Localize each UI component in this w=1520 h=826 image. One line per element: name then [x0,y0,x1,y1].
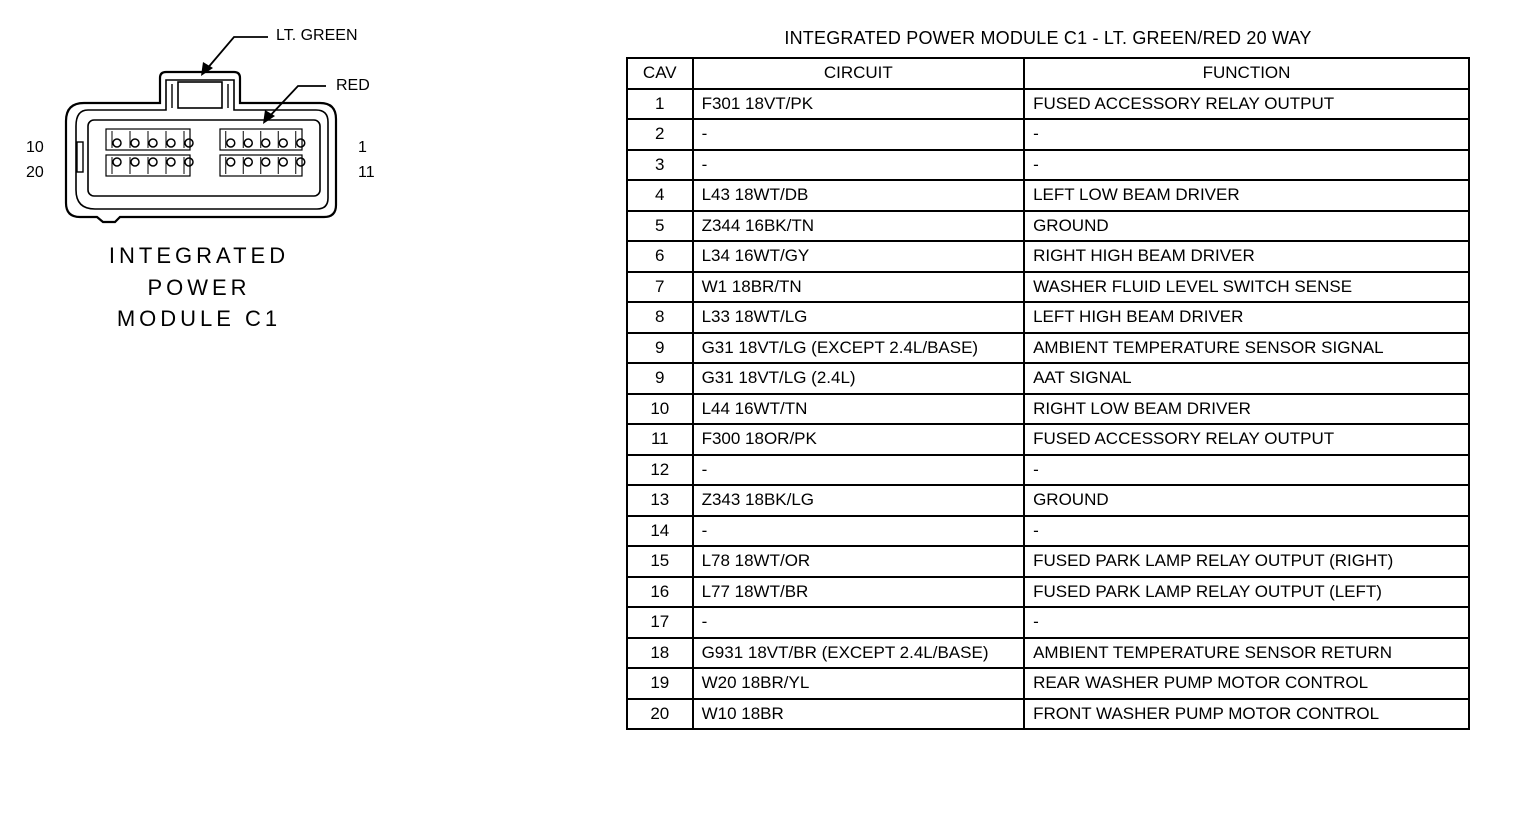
circuit-cell: L44 16WT/TN [693,394,1025,425]
connector-side-tab [77,142,83,172]
pin-terminal [149,139,157,147]
circuit-cell: - [693,455,1025,486]
function-cell: LEFT HIGH BEAM DRIVER [1024,302,1469,333]
cav-cell: 4 [627,180,693,211]
circuit-cell: - [693,516,1025,547]
cav-cell: 9 [627,333,693,364]
connector-name-line-3: MODULE C1 [116,306,282,331]
pin-terminal [149,158,157,166]
function-cell: RIGHT LOW BEAM DRIVER [1024,394,1469,425]
table-row [627,546,1469,577]
pin-terminal [227,158,235,166]
cav-cell: 1 [627,89,693,120]
table-row [627,211,1469,242]
circuit-cell: Z343 18BK/LG [693,485,1025,516]
cav-cell: 10 [627,394,693,425]
pin-array [106,129,305,176]
pin-label-10: 10 [26,139,44,156]
pin-label-11: 11 [358,164,375,181]
pin-label-1: 1 [358,139,367,156]
circuit-cell: G931 18VT/BR (EXCEPT 2.4L/BASE) [693,638,1025,669]
function-cell: - [1024,455,1469,486]
lt-green-leader-line [206,37,268,70]
table-row [627,119,1469,150]
cav-cell: 5 [627,211,693,242]
circuit-cell: L78 18WT/OR [693,546,1025,577]
pin-terminal [113,158,121,166]
cav-cell: 19 [627,668,693,699]
pin-terminal [262,158,270,166]
function-cell: - [1024,150,1469,181]
table-row [627,150,1469,181]
pin-terminal [131,139,139,147]
pin-terminal [113,139,121,147]
function-cell: FUSED PARK LAMP RELAY OUTPUT (LEFT) [1024,577,1469,608]
circuit-cell: - [693,150,1025,181]
connector-name-line-1: INTEGRATED [108,243,290,268]
pin-label-20: 20 [26,164,44,181]
connector-latch [178,82,222,108]
function-cell: RIGHT HIGH BEAM DRIVER [1024,241,1469,272]
circuit-cell: L43 18WT/DB [693,180,1025,211]
cav-cell: 2 [627,119,693,150]
circuit-cell: F300 18OR/PK [693,424,1025,455]
pin-terminal [244,139,252,147]
circuit-cell: - [693,607,1025,638]
red-label: RED [336,77,370,94]
table-row [627,668,1469,699]
table-row [627,241,1469,272]
function-cell: - [1024,607,1469,638]
header-function: FUNCTION [1024,58,1469,89]
circuit-cell: L33 18WT/LG [693,302,1025,333]
circuit-cell: W20 18BR/YL [693,668,1025,699]
pin-terminal [185,139,193,147]
pin-block [220,155,305,176]
cav-cell: 3 [627,150,693,181]
circuit-cell: W1 18BR/TN [693,272,1025,303]
pin-terminal [262,139,270,147]
function-cell: GROUND [1024,485,1469,516]
table-row [627,455,1469,486]
pin-terminal [167,158,175,166]
table-row [627,577,1469,608]
table-row [627,333,1469,364]
function-cell: AMBIENT TEMPERATURE SENSOR SIGNAL [1024,333,1469,364]
table-row [627,516,1469,547]
cav-cell: 15 [627,546,693,577]
pin-terminal [227,139,235,147]
circuit-cell: G31 18VT/LG (2.4L) [693,363,1025,394]
circuit-cell: - [693,119,1025,150]
pinout-table [626,57,1470,730]
circuit-cell: L34 16WT/GY [693,241,1025,272]
pin-terminal [244,158,252,166]
pin-block [106,155,193,176]
lt-green-label: LT. GREEN [276,27,358,44]
cav-cell: 7 [627,272,693,303]
pin-terminal [279,139,287,147]
pin-block [220,129,305,150]
table-row [627,394,1469,425]
circuit-cell: G31 18VT/LG (EXCEPT 2.4L/BASE) [693,333,1025,364]
circuit-cell: L77 18WT/BR [693,577,1025,608]
header-circuit: CIRCUIT [693,58,1025,89]
pin-terminal [185,158,193,166]
circuit-cell: Z344 16BK/TN [693,211,1025,242]
function-cell: FRONT WASHER PUMP MOTOR CONTROL [1024,699,1469,730]
cav-cell: 17 [627,607,693,638]
circuit-cell: W10 18BR [693,699,1025,730]
function-cell: FUSED ACCESSORY RELAY OUTPUT [1024,424,1469,455]
table-row [627,424,1469,455]
cav-cell: 20 [627,699,693,730]
table-row [627,302,1469,333]
table-row [627,638,1469,669]
function-cell: REAR WASHER PUMP MOTOR CONTROL [1024,668,1469,699]
cav-cell: 14 [627,516,693,547]
cav-cell: 8 [627,302,693,333]
table-row [627,607,1469,638]
table-row [627,363,1469,394]
pin-terminal [279,158,287,166]
pin-terminal [297,158,305,166]
connector-name-line-2: POWER [147,275,251,300]
cav-cell: 9 [627,363,693,394]
function-cell: FUSED PARK LAMP RELAY OUTPUT (RIGHT) [1024,546,1469,577]
pin-terminal [131,158,139,166]
table-row [627,180,1469,211]
function-cell: GROUND [1024,211,1469,242]
function-cell: AAT SIGNAL [1024,363,1469,394]
function-cell: LEFT LOW BEAM DRIVER [1024,180,1469,211]
table-row [627,272,1469,303]
cav-cell: 11 [627,424,693,455]
cav-cell: 13 [627,485,693,516]
function-cell: WASHER FLUID LEVEL SWITCH SENSE [1024,272,1469,303]
pin-block [106,129,193,150]
table-title: INTEGRATED POWER MODULE C1 - LT. GREEN/RED 20 WAY [784,28,1312,48]
cav-cell: 16 [627,577,693,608]
function-cell: - [1024,119,1469,150]
table-row [627,699,1469,730]
table-row [627,485,1469,516]
cav-cell: 18 [627,638,693,669]
circuit-cell: F301 18VT/PK [693,89,1025,120]
table-row [627,89,1469,120]
cav-cell: 12 [627,455,693,486]
function-cell: AMBIENT TEMPERATURE SENSOR RETURN [1024,638,1469,669]
function-cell: FUSED ACCESSORY RELAY OUTPUT [1024,89,1469,120]
header-cav: CAV [627,58,693,89]
table-header-row [627,58,1469,89]
pin-terminal [167,139,175,147]
function-cell: - [1024,516,1469,547]
pin-terminal [297,139,305,147]
cav-cell: 6 [627,241,693,272]
